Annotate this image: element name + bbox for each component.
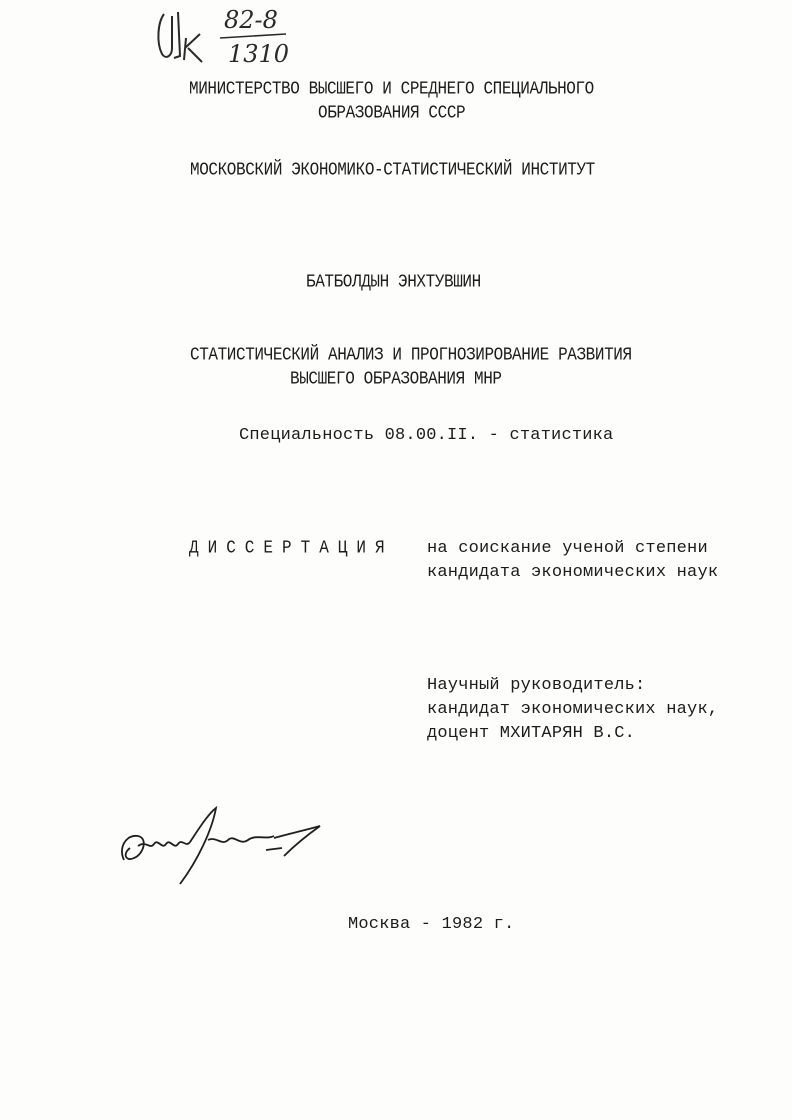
dissertation-title-line-1: СТАТИСТИЧЕСКИЙ АНАЛИЗ И ПРОГНОЗИРОВАНИЕ РАЗВИТИЯ [190, 344, 632, 366]
place-and-year: Москва - 1982 г. [348, 915, 515, 934]
author-signature [116, 800, 336, 890]
ministry-line-2: ОБРАЗОВАНИЯ СССР [318, 102, 466, 124]
specialty: Специальность 08.00.II. - статистика [239, 426, 614, 445]
supervisor-name: доцент МХИТАРЯН В.С. [427, 724, 636, 743]
supervisor-heading: Научный руководитель: [427, 676, 646, 695]
stamp-number-top: 82-8 [224, 6, 278, 34]
institute-name: МОСКОВСКИЙ ЭКОНОМИКО-СТАТИСТИЧЕСКИЙ ИНСТИТУТ [190, 159, 595, 181]
author-name: БАТБОЛДЫН ЭНХТУВШИН [306, 271, 481, 293]
dissertation-purpose-line-2: кандидата экономических наук [427, 563, 719, 582]
dissertation-purpose-line-1: на соискание ученой степени [427, 539, 708, 558]
ministry-line-1: МИНИСТЕРСТВО ВЫСШЕГО И СРЕДНЕГО СПЕЦИАЛЬНОГО [189, 78, 594, 100]
stamp-number-bottom: 1310 [228, 40, 290, 68]
supervisor-degree: кандидат экономических наук, [427, 700, 719, 719]
dissertation-title-line-2: ВЫСШЕГО ОБРАЗОВАНИЯ МНР [290, 368, 502, 390]
dissertation-label: ДИССЕРТАЦИЯ [189, 537, 394, 559]
